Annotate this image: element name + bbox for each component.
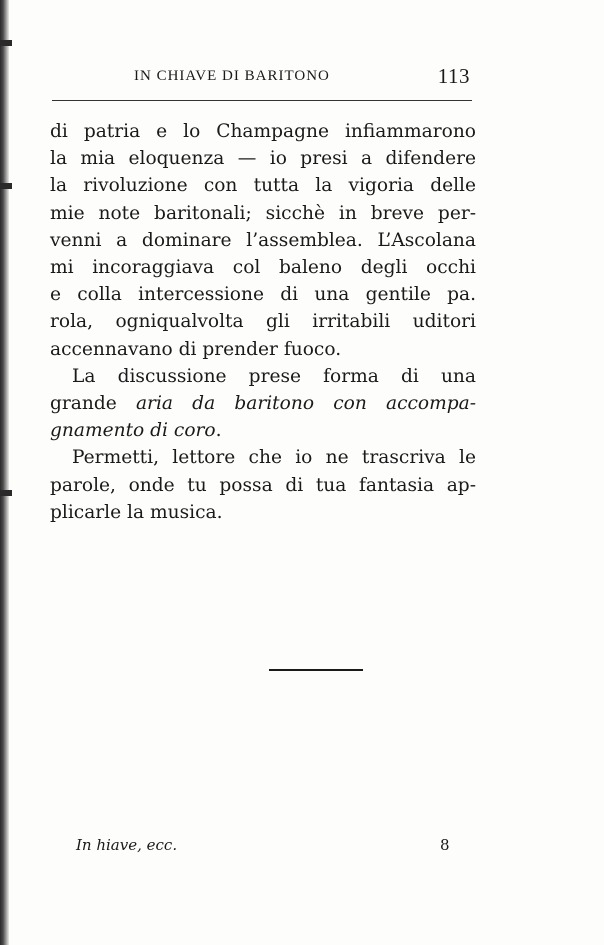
text-line: plicarle la musica.: [50, 501, 223, 523]
text-line: accennavano di prender fuoco.: [50, 338, 342, 360]
running-head: IN CHIAVE DI BARITONO: [134, 68, 330, 84]
text-line: mie note baritonali; sicchè in breve per-: [50, 202, 476, 224]
paragraph-2: [50, 363, 476, 445]
text-line: e colla intercessione di una gentile pa.: [50, 284, 476, 306]
paragraph-1: [50, 118, 476, 363]
paragraph-3: [50, 444, 476, 526]
binding-notch: [0, 40, 12, 46]
page-header: [52, 64, 474, 90]
text-line: la mia eloquenza — io presi a difendere: [50, 148, 476, 170]
footer-signature: In hiave, ecc.: [76, 836, 178, 854]
text-line: mi incoraggiava col baleno degli occhi: [50, 257, 476, 279]
binding-notch: [0, 490, 12, 496]
text-line: [50, 417, 476, 444]
body-text: [50, 118, 476, 526]
header-rule: [52, 100, 472, 101]
section-divider-rule: [269, 669, 363, 671]
text-line: rola, ogniqualvolta gli irritabili uditori: [50, 311, 476, 333]
text-line: [50, 390, 476, 417]
page-number: 113: [437, 64, 470, 88]
italic-text-run: gnamento di coro: [50, 420, 216, 442]
italic-text-run: aria da baritono con accompa-: [135, 393, 477, 415]
text-line: parole, onde tu possa di tua fantasia ap-: [50, 474, 476, 496]
text-run: grande: [50, 393, 136, 415]
text-line: La discussione prese forma di una: [72, 365, 476, 387]
text-line: Permetti, lettore che io ne trascriva le: [72, 447, 476, 469]
text-run: .: [215, 420, 222, 442]
footer-signature-mark: 8: [440, 836, 450, 854]
text-line: venni a dominare l’assemblea. L’Ascolana: [50, 229, 476, 251]
binding-edge: [0, 0, 9, 945]
text-line: la rivoluzione con tutta la vigoria delle: [50, 175, 476, 197]
binding-notch: [0, 183, 12, 189]
text-line: di patria e lo Champagne infiammarono: [50, 121, 476, 142]
